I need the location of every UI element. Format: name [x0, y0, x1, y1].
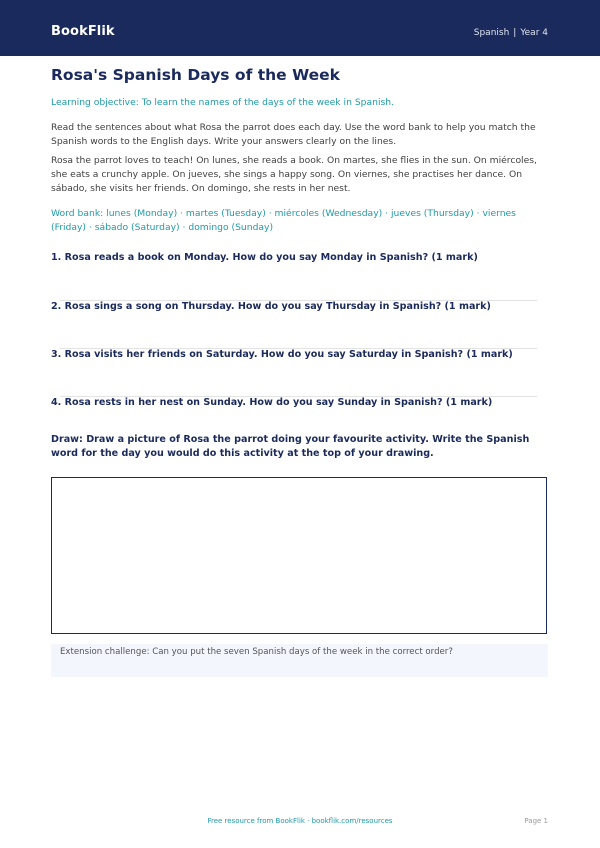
question-1: 1. Rosa reads a book on Monday. How do you say Monday in Spanish? (1 mark)	[51, 252, 478, 263]
question-2: 2. Rosa sings a song on Thursday. How do you say Thursday in Spanish? (1 mark)	[51, 301, 491, 312]
instructions-text: Read the sentences about what Rosa the parrot does each day. Use the word bank to help you match the Spanish words to the English days. Write your answers clearly on the lines.	[51, 122, 536, 147]
story-text: Rosa the parrot loves to teach! On lunes, she reads a book. On martes, she flies in the sun. On miércoles, she eats a crunchy apple. On jueves, she sings a happy song. On viernes, she practises her dance. On sábado, she visits her friends. On domingo, she rests in her nest.	[51, 155, 537, 194]
header-bar	[0, 0, 600, 56]
page-title: Rosa's Spanish Days of the Week	[51, 66, 340, 84]
footer-source[interactable]: Free resource from BookFlik · bookflik.com/resources	[207, 817, 393, 825]
word-bank: Word bank: lunes (Monday) · martes (Tuesday) · miércoles (Wednesday) · jueves (Thursday) · viernes (Friday) · sábado (Saturday) · domingo (Sunday)	[51, 208, 516, 233]
draw-prompt: Draw: Draw a picture of Rosa the parrot doing your favourite activity. Write the Spanish word for the day you would do this activity at the top of your drawing.	[51, 434, 530, 459]
header-meta	[474, 28, 548, 38]
question-3: 3. Rosa visits her friends on Saturday. How do you say Saturday in Spanish? (1 mark)	[51, 349, 513, 360]
question-4: 4. Rosa rests in her nest on Sunday. How do you say Sunday in Spanish? (1 mark)	[51, 397, 493, 408]
learning-objective: Learning objective: To learn the names of the days of the week in Spanish.	[51, 97, 395, 108]
year-label: Year 4	[520, 28, 548, 38]
subject-label: Spanish	[473, 28, 510, 38]
drawing-box[interactable]	[51, 477, 547, 634]
meta-separator: |	[513, 28, 517, 38]
extension-box	[51, 644, 548, 677]
extension-text: Extension challenge: Can you put the seven Spanish days of the week in the correct order?	[60, 647, 453, 657]
page-number: Page 1	[524, 817, 548, 825]
brand-logo: BookFlik	[51, 24, 115, 39]
